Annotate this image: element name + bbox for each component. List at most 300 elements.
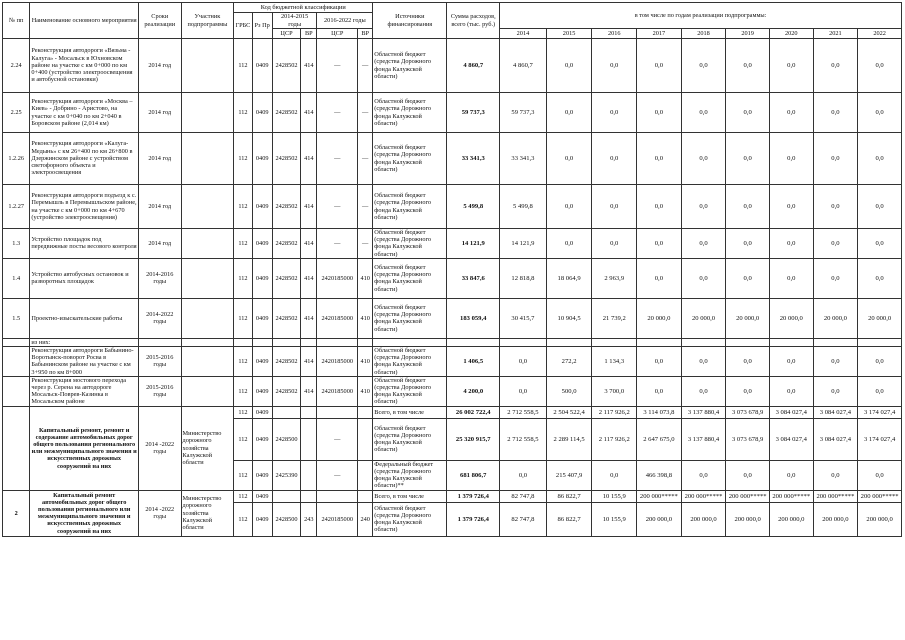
year-value-cell: 0,0 <box>858 229 902 259</box>
vr-cell: 414 <box>301 185 317 229</box>
year-value-cell: 2 504 522,4 <box>546 406 592 418</box>
header-participant: Участник подпрограммы <box>181 3 234 39</box>
year-value-cell: 0,0 <box>858 376 902 406</box>
header-year-2015: 2015 <box>546 29 592 39</box>
total-cell: 681 806,7 <box>447 460 500 490</box>
year-value-cell: 0,0 <box>769 39 813 93</box>
csr-cell: 2420185000 <box>317 258 358 298</box>
table-row <box>3 185 902 229</box>
header-year-2017: 2017 <box>637 29 682 39</box>
year-value-cell: 0,0 <box>769 347 813 377</box>
total-cell: 4 860,7 <box>447 39 500 93</box>
source-cell: Всего, в том числе <box>373 406 447 418</box>
row-number: 1.2.26 <box>3 133 30 185</box>
year-value-cell: 4 860,7 <box>500 39 547 93</box>
header-year-2021: 2021 <box>813 29 858 39</box>
vr-cell <box>358 406 373 418</box>
year-value-cell: 0,0 <box>769 258 813 298</box>
row-number: 1.4 <box>3 258 30 298</box>
total-cell: 59 737,3 <box>447 93 500 133</box>
year-value-cell: 0,0 <box>726 185 770 229</box>
csr-cell: — <box>317 229 358 259</box>
source-cell: Областной бюджет (средства Дорожного фонда Калужской области) <box>373 347 447 377</box>
csr-cell: 2428502 <box>272 93 300 133</box>
source-cell: Областной бюджет (средства Дорожного фонда Калужской области) <box>373 376 447 406</box>
year-value-cell: 0,0 <box>637 347 682 377</box>
year-value-cell: 5 499,8 <box>500 185 547 229</box>
row-term: 2014-2016 годы <box>138 258 181 298</box>
year-value-cell: 0,0 <box>681 347 726 377</box>
year-value-cell: 0,0 <box>858 258 902 298</box>
rzpr-cell: 0409 <box>252 133 272 185</box>
table-row <box>3 376 902 406</box>
vr-cell: 414 <box>301 93 317 133</box>
vr-cell: 414 <box>301 39 317 93</box>
vr-cell: — <box>358 93 373 133</box>
vr-cell: — <box>358 39 373 93</box>
section-term: 2014 -2022 годы <box>138 406 181 490</box>
vr-cell: 414 <box>301 258 317 298</box>
grbs-cell: 112 <box>234 229 252 259</box>
section-participant: Министерство дорожного хозяйства Калужской области <box>181 490 234 536</box>
year-value-cell: 86 822,7 <box>546 502 592 536</box>
year-value-cell: 200 000,0 <box>637 502 682 536</box>
year-value-cell: 59 737,3 <box>500 93 547 133</box>
header-vr-2: ВР <box>358 29 373 39</box>
year-value-cell: 0,0 <box>637 133 682 185</box>
csr-cell: 2428502 <box>272 258 300 298</box>
year-value-cell: 0,0 <box>726 347 770 377</box>
year-value-cell: 2 117 926,2 <box>592 418 637 460</box>
vr-cell: 240 <box>358 502 373 536</box>
grbs-cell: 112 <box>234 347 252 377</box>
grbs-cell: 112 <box>234 490 252 502</box>
header-total: Сумма расходов, всего (тыс. руб.) <box>447 3 500 39</box>
csr-cell: — <box>317 133 358 185</box>
table-row <box>3 133 902 185</box>
year-value-cell: 33 341,3 <box>500 133 547 185</box>
year-value-cell: 18 064,9 <box>546 258 592 298</box>
year-value-cell: 200 000***** <box>858 490 902 502</box>
year-value-cell: 20 000,0 <box>726 298 770 338</box>
section-participant: Министерство дорожного хозяйства Калужской области <box>181 406 234 490</box>
participant-cell <box>181 39 234 93</box>
year-value-cell: 0,0 <box>681 133 726 185</box>
vr-cell <box>358 418 373 460</box>
year-value-cell: 86 822,7 <box>546 490 592 502</box>
vr-cell: — <box>358 133 373 185</box>
grbs-cell: 112 <box>234 376 252 406</box>
grbs-cell: 112 <box>234 93 252 133</box>
header-year-2019: 2019 <box>726 29 770 39</box>
total-cell: 1 379 726,4 <box>447 490 500 502</box>
year-value-cell: 0,0 <box>681 460 726 490</box>
header-term: Сроки реализации <box>138 3 181 39</box>
year-value-cell: 3 137 880,4 <box>681 406 726 418</box>
source-cell: Областной бюджет (средства Дорожного фонда Калужской области) <box>373 93 447 133</box>
csr-cell <box>317 490 358 502</box>
vr-cell: 414 <box>301 376 317 406</box>
vr-cell: 410 <box>358 347 373 377</box>
participant-cell <box>181 258 234 298</box>
year-value-cell: 0,0 <box>681 258 726 298</box>
source-cell: Областной бюджет (средства Дорожного фонда Калужской области) <box>373 185 447 229</box>
participant-cell <box>181 93 234 133</box>
year-value-cell: 82 747,8 <box>500 490 547 502</box>
year-value-cell: 12 818,8 <box>500 258 547 298</box>
source-cell: Областной бюджет (средства Дорожного фонда Калужской области) <box>373 258 447 298</box>
total-cell: 5 499,8 <box>447 185 500 229</box>
row-name: Реконструкция автодороги Бабынино-Воротынск-поворот Росва в Бабынинском районе на участке с км 3+950 по км 8+000 <box>30 347 139 377</box>
year-value-cell: 0,0 <box>726 133 770 185</box>
year-value-cell: 200 000,0 <box>726 502 770 536</box>
header-source: Источники финансирования <box>373 3 447 39</box>
year-value-cell: 2 963,9 <box>592 258 637 298</box>
header-y1415: 2014-2015 годы <box>272 13 317 29</box>
rzpr-cell: 0409 <box>252 93 272 133</box>
grbs-cell: 112 <box>234 418 252 460</box>
total-cell: 26 002 722,4 <box>447 406 500 418</box>
year-value-cell: 0,0 <box>858 185 902 229</box>
csr-cell <box>272 490 300 502</box>
year-value-cell: 0,0 <box>681 376 726 406</box>
source-cell: Областной бюджет (средства Дорожного фонда Калужской области) <box>373 418 447 460</box>
participant-cell <box>181 229 234 259</box>
participant-cell <box>181 185 234 229</box>
year-value-cell: 0,0 <box>858 39 902 93</box>
participant-cell <box>181 133 234 185</box>
total-cell: 14 121,9 <box>447 229 500 259</box>
total-cell: 1 379 726,4 <box>447 502 500 536</box>
year-value-cell: 0,0 <box>813 229 858 259</box>
year-value-cell: 0,0 <box>769 376 813 406</box>
year-value-cell: 20 000,0 <box>769 298 813 338</box>
rzpr-cell: 0409 <box>252 347 272 377</box>
year-value-cell: 0,0 <box>500 376 547 406</box>
year-value-cell: 0,0 <box>769 185 813 229</box>
year-value-cell: 0,0 <box>546 185 592 229</box>
vr-cell: 410 <box>358 376 373 406</box>
year-value-cell: 10 155,9 <box>592 502 637 536</box>
year-value-cell: 3 114 073,8 <box>637 406 682 418</box>
year-value-cell: 1 134,3 <box>592 347 637 377</box>
year-value-cell: 0,0 <box>813 185 858 229</box>
row-term: 2014 год <box>138 39 181 93</box>
participant-cell <box>181 298 234 338</box>
year-value-cell: 0,0 <box>726 93 770 133</box>
table-row <box>3 229 902 259</box>
csr-cell: 2428502 <box>272 185 300 229</box>
vr-cell: 410 <box>358 298 373 338</box>
row-name: Реконструкция автодороги «Вязьма - Калуга» - Мосальск в Юхновском районе на участке с км 0+000 по км 0+400 (устройство электроосвещения и автобусной остановки) <box>30 39 139 93</box>
grbs-cell: 112 <box>234 502 252 536</box>
grbs-cell: 112 <box>234 133 252 185</box>
source-cell: Областной бюджет (средства Дорожного фонда Калужской области) <box>373 229 447 259</box>
source-cell: Областной бюджет (средства Дорожного фонда Калужской области) <box>373 133 447 185</box>
year-value-cell: 0,0 <box>592 229 637 259</box>
year-value-cell: 3 174 027,4 <box>858 418 902 460</box>
year-value-cell: 0,0 <box>637 93 682 133</box>
header-csr-2: ЦСР <box>317 29 358 39</box>
csr-cell: 2428502 <box>272 229 300 259</box>
csr-cell <box>317 406 358 418</box>
year-value-cell: 0,0 <box>500 347 547 377</box>
year-value-cell: 3 174 027,4 <box>858 406 902 418</box>
vr-cell: 414 <box>301 298 317 338</box>
year-value-cell: 0,0 <box>681 229 726 259</box>
header-year-2016: 2016 <box>592 29 637 39</box>
header-year-2018: 2018 <box>681 29 726 39</box>
header-grbs: ГРБС <box>234 13 252 39</box>
year-value-cell: 20 000,0 <box>858 298 902 338</box>
header-year-2020: 2020 <box>769 29 813 39</box>
csr-cell: — <box>317 418 358 460</box>
csr-cell: — <box>317 39 358 93</box>
rzpr-cell: 0409 <box>252 258 272 298</box>
table-row <box>3 39 902 93</box>
year-value-cell: 0,0 <box>769 229 813 259</box>
year-value-cell: 3 084 027,4 <box>769 418 813 460</box>
row-name: Проектно-изыскательские работы <box>30 298 139 338</box>
table-row <box>3 338 902 346</box>
year-value-cell: 0,0 <box>592 185 637 229</box>
header-csr-1: ЦСР <box>272 29 300 39</box>
header-year-2014: 2014 <box>500 29 547 39</box>
year-value-cell: 0,0 <box>681 39 726 93</box>
year-value-cell: 3 137 880,4 <box>681 418 726 460</box>
vr-cell <box>301 406 317 418</box>
csr-cell: 2420185000 <box>317 298 358 338</box>
subrows-label: из них: <box>30 338 139 346</box>
year-value-cell: 500,0 <box>546 376 592 406</box>
year-value-cell: 200 000,0 <box>681 502 726 536</box>
row-name: Реконструкция автодороги подъезд к с. Перемышль в Перемышльском районе, на участке с км 0+000 по км 4+670 (устройство электроосвещения) <box>30 185 139 229</box>
year-value-cell: 200 000***** <box>813 490 858 502</box>
row-term: 2014 год <box>138 93 181 133</box>
row-name: Устройство площадок под передвижные посты весового контроля <box>30 229 139 259</box>
row-number: 2.25 <box>3 93 30 133</box>
vr-cell <box>301 490 317 502</box>
vr-cell <box>301 460 317 490</box>
source-cell: Областной бюджет (средства Дорожного фонда Калужской области) <box>373 39 447 93</box>
table-row <box>3 93 902 133</box>
table-row <box>3 347 902 377</box>
year-value-cell: 20 000,0 <box>637 298 682 338</box>
csr-cell: 2428500 <box>272 418 300 460</box>
year-value-cell: 0,0 <box>637 185 682 229</box>
year-value-cell: 0,0 <box>813 347 858 377</box>
csr-cell: — <box>317 460 358 490</box>
row-term: 2014 год <box>138 229 181 259</box>
source-cell: Федеральный бюджет (средства Дорожного фонда Калужской области)** <box>373 460 447 490</box>
vr-cell: 410 <box>358 258 373 298</box>
vr-cell: — <box>358 185 373 229</box>
table-row <box>3 406 902 418</box>
section-term: 2014 -2022 годы <box>138 490 181 536</box>
year-value-cell: 3 084 027,4 <box>813 406 858 418</box>
year-value-cell: 0,0 <box>813 258 858 298</box>
header-kbk: Код бюджетной классификации <box>234 3 373 13</box>
source-cell: Всего, в том числе <box>373 490 447 502</box>
rzpr-cell: 0409 <box>252 298 272 338</box>
section-name: Капитальный ремонт, ремонт и содержание автомобильных дорог общего пользования регионального или межмуниципального значения и искусственных дорожных сооружений на них <box>30 406 139 490</box>
header-rzpr: Рз Пр <box>252 13 272 39</box>
year-value-cell: 0,0 <box>726 258 770 298</box>
csr-cell: 2428500 <box>272 502 300 536</box>
rzpr-cell: 0409 <box>252 502 272 536</box>
total-cell: 183 059,4 <box>447 298 500 338</box>
grbs-cell: 112 <box>234 406 252 418</box>
csr-cell: — <box>317 185 358 229</box>
year-value-cell: 20 000,0 <box>813 298 858 338</box>
total-cell: 1 406,5 <box>447 347 500 377</box>
year-value-cell: 0,0 <box>546 93 592 133</box>
csr-cell: 2420185000 <box>317 347 358 377</box>
grbs-cell: 112 <box>234 258 252 298</box>
year-value-cell: 0,0 <box>592 133 637 185</box>
rzpr-cell: 0409 <box>252 406 272 418</box>
year-value-cell: 0,0 <box>813 39 858 93</box>
header-year-2022: 2022 <box>858 29 902 39</box>
row-term: 2014 год <box>138 185 181 229</box>
year-value-cell: 0,0 <box>813 93 858 133</box>
year-value-cell: 2 712 558,5 <box>500 406 547 418</box>
grbs-cell: 112 <box>234 39 252 93</box>
year-value-cell: 14 121,9 <box>500 229 547 259</box>
grbs-cell: 112 <box>234 460 252 490</box>
rzpr-cell: 0409 <box>252 185 272 229</box>
budget-table <box>2 2 902 537</box>
year-value-cell: 272,2 <box>546 347 592 377</box>
year-value-cell: 3 700,0 <box>592 376 637 406</box>
csr-cell: 2420185000 <box>317 502 358 536</box>
year-value-cell: 0,0 <box>681 185 726 229</box>
year-value-cell: 3 073 678,9 <box>726 418 770 460</box>
row-name: Реконструкция автодороги «Москва – Киев» - Добрино - Аристово, на участке с км 0+040 по км 2+040 в Боровском районе (2,014 км) <box>30 93 139 133</box>
year-value-cell: 2 289 114,5 <box>546 418 592 460</box>
vr-cell: 414 <box>301 229 317 259</box>
row-term: 2014-2022 годы <box>138 298 181 338</box>
year-value-cell: 0,0 <box>858 347 902 377</box>
year-value-cell: 3 073 678,9 <box>726 406 770 418</box>
row-term: 2015-2016 годы <box>138 347 181 377</box>
year-value-cell: 0,0 <box>637 229 682 259</box>
csr-cell <box>272 406 300 418</box>
year-value-cell: 466 398,8 <box>637 460 682 490</box>
row-number: 2.24 <box>3 39 30 93</box>
year-value-cell: 0,0 <box>546 229 592 259</box>
header-y1622: 2016-2022 годы <box>317 13 373 29</box>
year-value-cell: 0,0 <box>769 460 813 490</box>
csr-cell: 2428502 <box>272 39 300 93</box>
year-value-cell: 0,0 <box>726 460 770 490</box>
csr-cell: 2420185000 <box>317 376 358 406</box>
year-value-cell: 200 000***** <box>637 490 682 502</box>
year-value-cell: 0,0 <box>813 460 858 490</box>
year-value-cell: 200 000,0 <box>813 502 858 536</box>
section-name: Капитальный ремонт автомобильных дорог общего пользования регионального или межмуниципального значения и искусственных дорожных сооружений на них <box>30 490 139 536</box>
year-value-cell: 0,0 <box>726 229 770 259</box>
total-cell: 25 320 915,7 <box>447 418 500 460</box>
year-value-cell: 2 712 558,5 <box>500 418 547 460</box>
source-cell: Областной бюджет (средства Дорожного фонда Калужской области) <box>373 298 447 338</box>
row-name: Устройство автобусных остановок и разворотных площадок <box>30 258 139 298</box>
csr-cell: 2428502 <box>272 298 300 338</box>
year-value-cell: 0,0 <box>769 93 813 133</box>
row-name: Реконструкция автодороги «Калуга-Медынь» с км 26+400 по км 26+800 в Дзержинском районе с устройством светофорного объекта и электроосвещения <box>30 133 139 185</box>
rzpr-cell: 0409 <box>252 376 272 406</box>
vr-cell: 414 <box>301 133 317 185</box>
row-number: 1.5 <box>3 298 30 338</box>
grbs-cell: 112 <box>234 298 252 338</box>
row-term: 2015-2016 годы <box>138 376 181 406</box>
year-value-cell: 200 000***** <box>769 490 813 502</box>
year-value-cell: 0,0 <box>858 133 902 185</box>
year-value-cell: 30 415,7 <box>500 298 547 338</box>
header-name: Наименование основного мероприятия <box>30 3 139 39</box>
table-row <box>3 298 902 338</box>
year-value-cell: 200 000***** <box>681 490 726 502</box>
header-vr-1: ВР <box>301 29 317 39</box>
year-value-cell: 82 747,8 <box>500 502 547 536</box>
grbs-cell: 112 <box>234 185 252 229</box>
year-value-cell: 0,0 <box>858 93 902 133</box>
year-value-cell: 0,0 <box>681 93 726 133</box>
year-value-cell: 0,0 <box>726 376 770 406</box>
year-value-cell: 0,0 <box>592 460 637 490</box>
rzpr-cell: 0409 <box>252 490 272 502</box>
year-value-cell: 0,0 <box>592 39 637 93</box>
header-byyear: в том числе по годам реализации подпрограммы: <box>500 3 902 29</box>
year-value-cell: 21 739,2 <box>592 298 637 338</box>
vr-cell <box>358 460 373 490</box>
year-value-cell: 200 000,0 <box>858 502 902 536</box>
row-name: Реконструкция мостового перехода через р. Серена на автодороге Мосальск-Поврев-Казинка в Мосальском районе <box>30 376 139 406</box>
csr-cell: 2428502 <box>272 133 300 185</box>
year-value-cell: 215 407,9 <box>546 460 592 490</box>
vr-cell: 243 <box>301 502 317 536</box>
year-value-cell: 3 084 027,4 <box>769 406 813 418</box>
rzpr-cell: 0409 <box>252 460 272 490</box>
year-value-cell: 2 647 675,0 <box>637 418 682 460</box>
csr-cell: — <box>317 93 358 133</box>
year-value-cell: 0,0 <box>546 133 592 185</box>
header-num: № пп <box>3 3 30 39</box>
total-cell: 4 200,0 <box>447 376 500 406</box>
year-value-cell: 0,0 <box>769 133 813 185</box>
vr-cell: 414 <box>301 347 317 377</box>
total-cell: 33 341,3 <box>447 133 500 185</box>
year-value-cell: 0,0 <box>637 39 682 93</box>
rzpr-cell: 0409 <box>252 229 272 259</box>
year-value-cell: 0,0 <box>813 376 858 406</box>
year-value-cell: 0,0 <box>858 460 902 490</box>
source-cell: Областной бюджет (средства Дорожного фонда Калужской области) <box>373 502 447 536</box>
year-value-cell: 2 117 926,2 <box>592 406 637 418</box>
row-number: 1.2.27 <box>3 185 30 229</box>
row-number: 1.3 <box>3 229 30 259</box>
vr-cell <box>301 418 317 460</box>
rzpr-cell: 0409 <box>252 39 272 93</box>
vr-cell: — <box>358 229 373 259</box>
year-value-cell: 3 084 027,4 <box>813 418 858 460</box>
vr-cell <box>358 490 373 502</box>
year-value-cell: 0,0 <box>592 93 637 133</box>
section-number: 2 <box>3 490 30 536</box>
csr-cell: 2425390 <box>272 460 300 490</box>
year-value-cell: 0,0 <box>726 39 770 93</box>
table-row <box>3 258 902 298</box>
